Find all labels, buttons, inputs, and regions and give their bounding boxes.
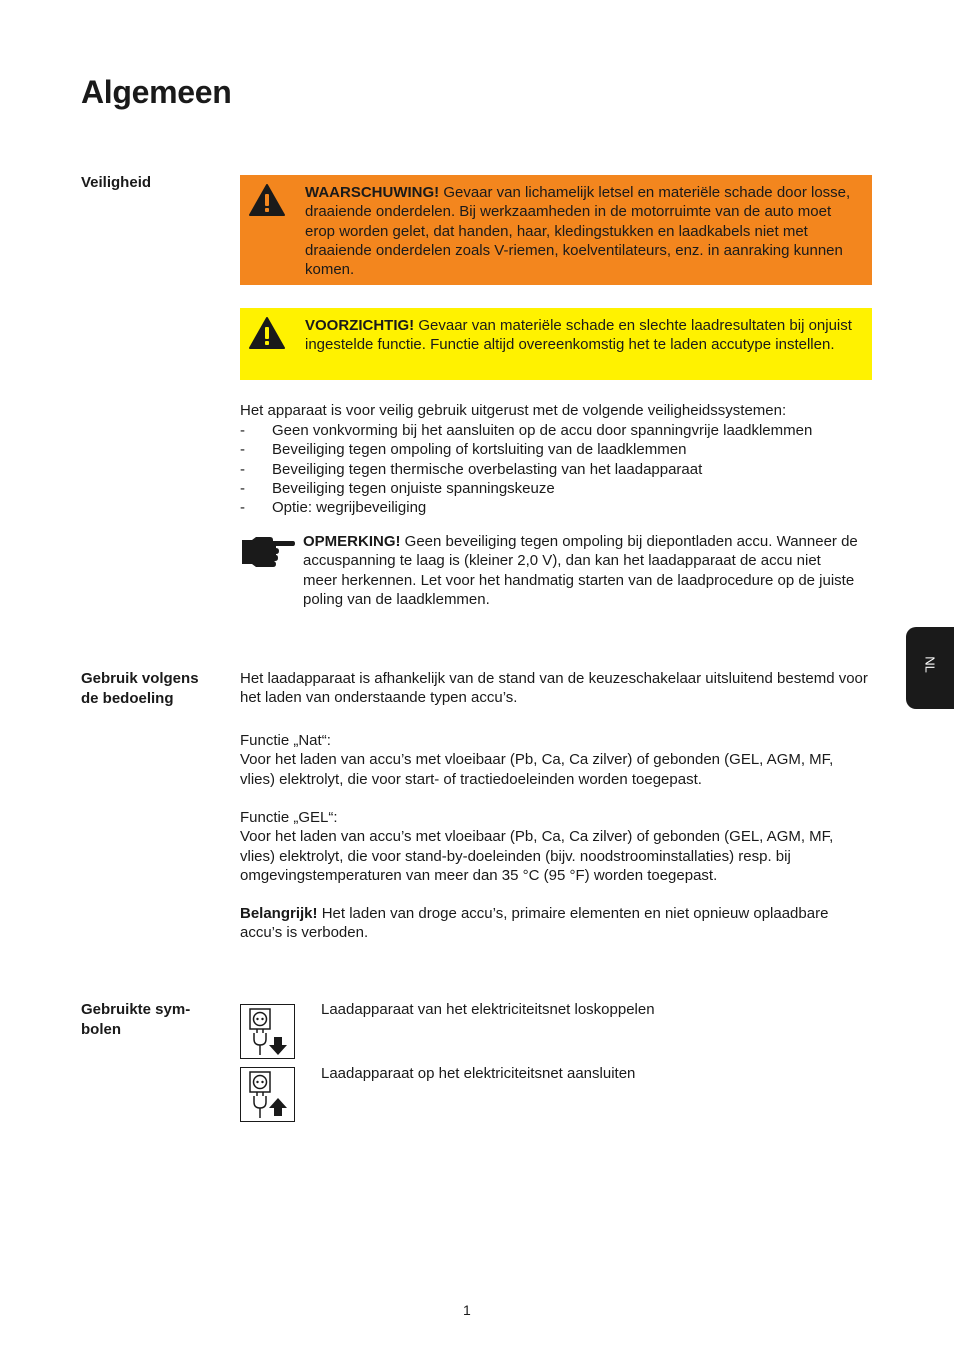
language-tab bbox=[906, 627, 954, 709]
function-gel bbox=[240, 808, 872, 885]
note-heading: OPMERKING! bbox=[303, 533, 401, 550]
function-nat-text: Voor het laden van accu’s met vloeibaar (Pb, Ca, Ca zilver) of gebonden (GEL, AGM, MF, vlies) elektrolyt, die voor start- of tractiedoeleinden worden toegepast. bbox=[240, 751, 834, 788]
function-gel-title: Functie „GEL“: bbox=[240, 809, 338, 826]
important-heading: Belangrijk! bbox=[240, 905, 318, 922]
intended-use-intro: Het laadapparaat is afhankelijk van de stand van de keuzeschakelaar uitsluitend bestemd voor het laden van onderstaande typen accu’s. bbox=[240, 670, 868, 707]
warning-heading: WAARSCHUWING! bbox=[305, 184, 440, 201]
section-label-line: Gebruik volgens bbox=[81, 670, 199, 687]
note-text: Geen beveiliging tegen ompoling bij diepontladen accu. Wanneer de accuspanning te laag is (kleiner 2,0 V), dan kan het laadapparaat de accu niet meer herkennen. Let voor het handmatig starten van de laadprocedure op de juiste poling van de laadklemmen. bbox=[303, 533, 858, 608]
language-tab-label: NL bbox=[922, 656, 938, 673]
warning-text: Gevaar van lichamelijk letsel en materiële schade door losse, draaiende onderdelen. Bij werkzaamheden in de motorruimte van de auto moet erop worden gelet, dat handen, haar, kledingstukken en laadkabels niet met draaiende onderdelen zoals V-riemen, koelventilateurs, enz. in aanraking kunnen komen. bbox=[305, 184, 851, 279]
symbol-description: Laadapparaat van het elektriciteitsnet loskoppelen bbox=[321, 1001, 655, 1018]
unplug-symbol-box bbox=[240, 1004, 295, 1059]
list-item: - Beveiliging tegen ompoling of kortsluiting van de laadklemmen bbox=[240, 440, 872, 459]
list-item: - Optie: wegrijbeveiliging bbox=[240, 498, 872, 517]
page-title: Algemeen bbox=[81, 74, 232, 110]
caution-text: Gevaar van materiële schade en slechte laadresultaten bij onjuist ingestelde functie. Functie altijd overeenkomstig het te laden accutype instellen. bbox=[305, 317, 852, 354]
caution-heading: VOORZICHTIG! bbox=[305, 317, 415, 334]
caution-triangle-icon bbox=[248, 316, 286, 350]
caution-box bbox=[240, 308, 872, 380]
symbol-description: Laadapparaat op het elektriciteitsnet aansluiten bbox=[321, 1065, 636, 1082]
section-label-safety: Veiligheid bbox=[81, 174, 152, 191]
section-label-line: bolen bbox=[81, 1020, 121, 1038]
list-item: - Geen vonkvorming bij het aansluiten op de accu door spanningvrije laadklemmen bbox=[240, 421, 872, 440]
plug-in-symbol-box bbox=[240, 1067, 295, 1122]
unplug-mains-icon bbox=[241, 1005, 294, 1058]
safety-list bbox=[240, 421, 872, 517]
warning-triangle-icon bbox=[248, 183, 286, 217]
page-number: 1 bbox=[463, 1302, 471, 1318]
section-label-line: Gebruikte sym- bbox=[81, 1001, 191, 1018]
section-label-intended-use bbox=[81, 669, 221, 708]
plug-in-mains-icon bbox=[241, 1068, 294, 1121]
function-nat-title: Functie „Nat“: bbox=[240, 732, 331, 749]
note-box bbox=[303, 532, 858, 609]
list-item: - Beveiliging tegen onjuiste spanningskeuze bbox=[240, 479, 872, 498]
important-text: Het laden van droge accu’s, primaire elementen en niet opnieuw oplaadbare accu’s is verboden. bbox=[240, 905, 829, 942]
function-gel-text: Voor het laden van accu’s met vloeibaar (Pb, Ca, Ca zilver) of gebonden (GEL, AGM, MF, vlies) elektrolyt, die voor stand-by-doeleinden (bijv. noodstroominstallaties) resp. bij omgevingstemperaturen van meer dan 35 °C (95 °F) worden toegepast. bbox=[240, 828, 834, 884]
section-label-line: de bedoeling bbox=[81, 689, 174, 707]
safety-intro: Het apparaat is voor veilig gebruik uitgerust met de volgende veiligheidssystemen: bbox=[240, 402, 787, 419]
list-item: - Beveiliging tegen thermische overbelasting van het laadapparaat bbox=[240, 460, 872, 479]
section-label-symbols bbox=[81, 1000, 221, 1039]
warning-box bbox=[240, 175, 872, 285]
pointing-hand-icon bbox=[240, 534, 296, 568]
important-note bbox=[240, 904, 872, 943]
function-nat bbox=[240, 731, 872, 789]
